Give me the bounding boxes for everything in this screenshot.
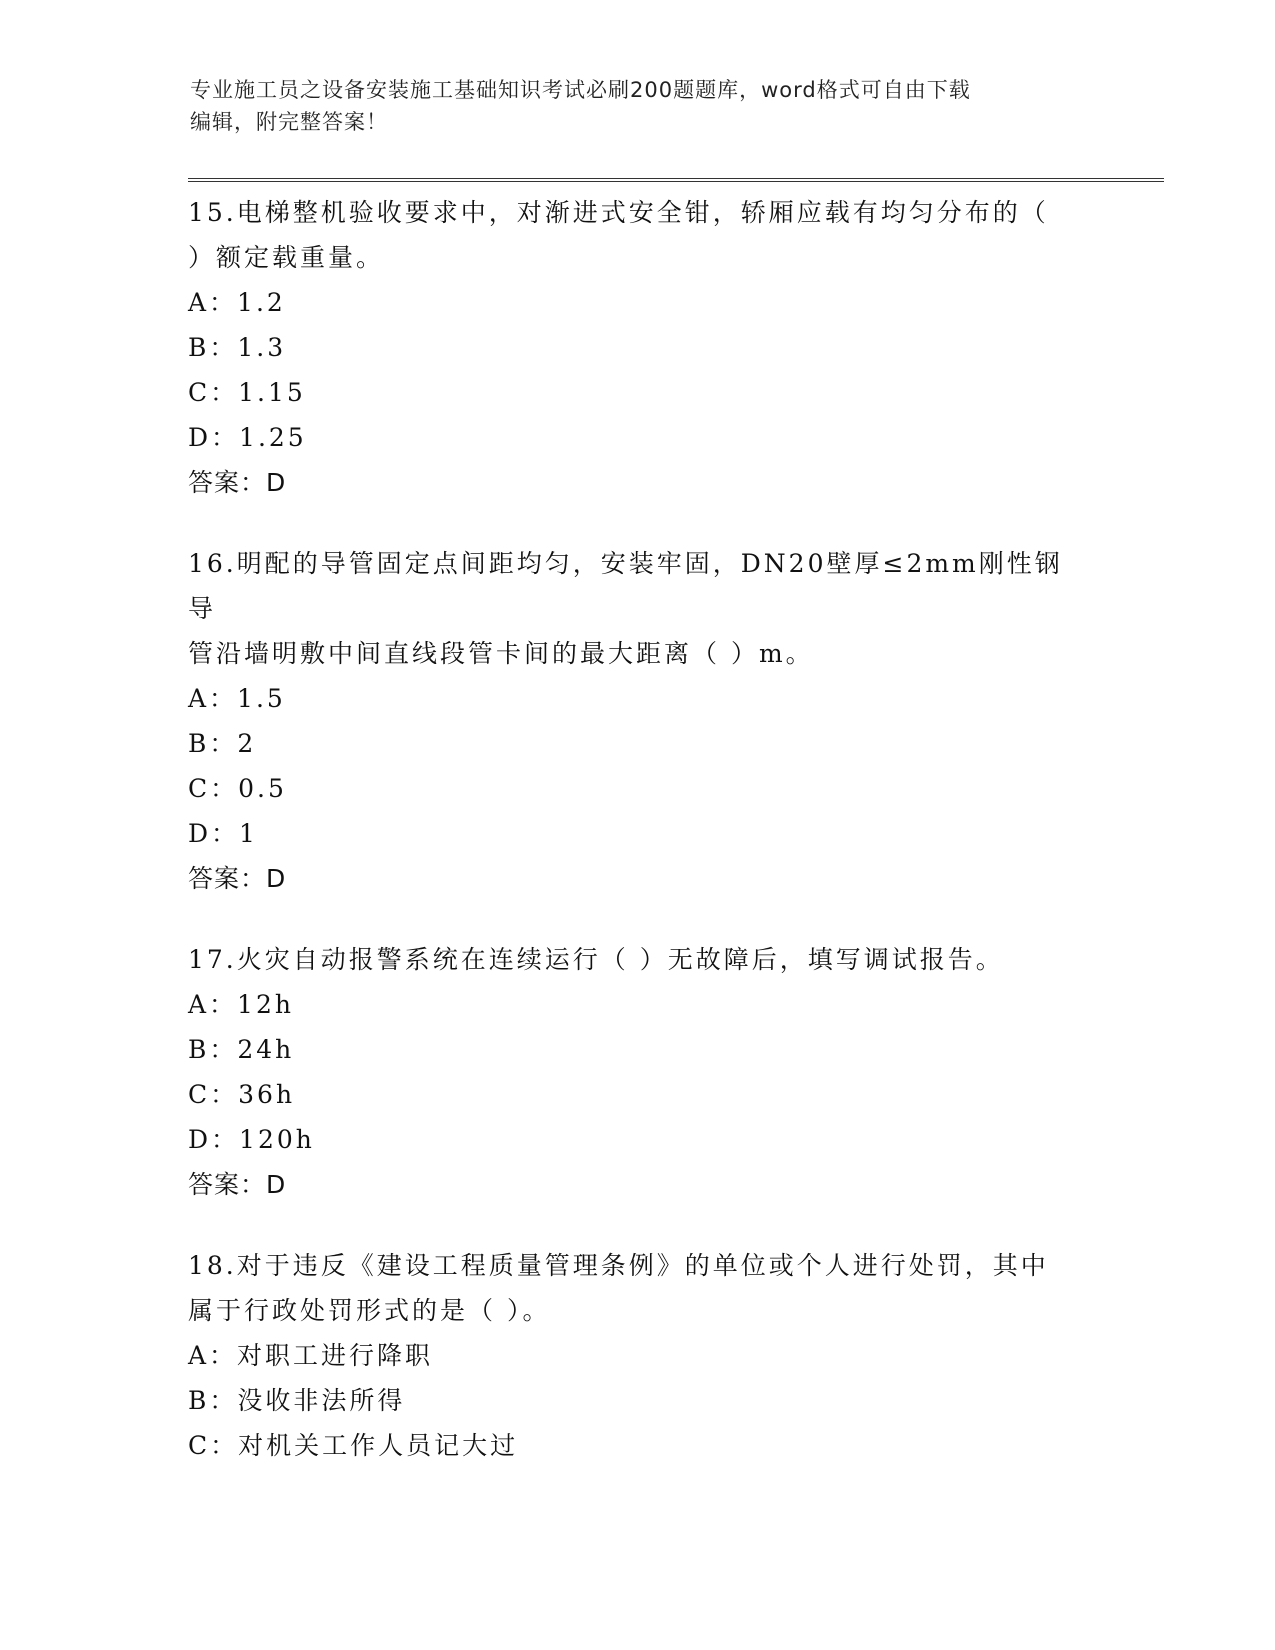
option-c: C：对机关工作人员记大过 xyxy=(188,1431,519,1460)
option-d: D：120h xyxy=(188,1125,315,1154)
answer: 答案：D xyxy=(188,864,287,893)
question-16 xyxy=(188,541,1088,901)
option-b: B：1.3 xyxy=(188,333,287,362)
option-b: B：24h xyxy=(188,1035,295,1064)
question-stem-line-1: 17.火灾自动报警系统在连续运行（ ）无故障后，填写调试报告。 xyxy=(188,945,1004,974)
answer: 答案：D xyxy=(188,468,287,497)
header-line-1: 专业施工员之设备安装施工基础知识考试必刷200题题库，word格式可自由下载 xyxy=(190,78,971,102)
option-a: A：1.2 xyxy=(188,288,286,317)
question-stem-line-2: ）额定载重量。 xyxy=(188,243,385,272)
option-c: C：1.15 xyxy=(188,378,306,407)
option-b: B：没收非法所得 xyxy=(188,1386,406,1415)
header-divider xyxy=(188,178,1164,182)
option-c: C：36h xyxy=(188,1080,296,1109)
header-line-2: 编辑，附完整答案！ xyxy=(190,110,388,134)
question-stem-line-2: 管沿墙明敷中间直线段管卡间的最大距离（ ）m。 xyxy=(188,639,814,668)
question-stem-line-1: 15.电梯整机验收要求中，对渐进式安全钳，轿厢应载有均匀分布的（ xyxy=(188,198,1049,227)
answer: 答案：D xyxy=(188,1170,287,1199)
option-d: D：1 xyxy=(188,819,258,848)
option-a: A：12h xyxy=(188,990,294,1019)
question-stem-line-2: 属于行政处罚形式的是（ ）。 xyxy=(188,1296,551,1325)
question-18 xyxy=(188,1243,1088,1468)
question-list xyxy=(188,190,1088,1504)
option-d: D：1.25 xyxy=(188,423,307,452)
question-stem-line-1: 18.对于违反《建设工程质量管理条例》的单位或个人进行处罚，其中 xyxy=(188,1251,1049,1280)
option-c: C：0.5 xyxy=(188,774,287,803)
question-17 xyxy=(188,937,1088,1207)
question-15 xyxy=(188,190,1088,505)
option-a: A：对职工进行降职 xyxy=(188,1341,434,1370)
document-header xyxy=(190,74,1070,138)
option-b: B：2 xyxy=(188,729,257,758)
question-stem-line-1: 16.明配的导管固定点间距均匀，安装牢固，DN20壁厚≤2mm刚性钢导 xyxy=(188,549,1063,623)
option-a: A：1.5 xyxy=(188,684,286,713)
